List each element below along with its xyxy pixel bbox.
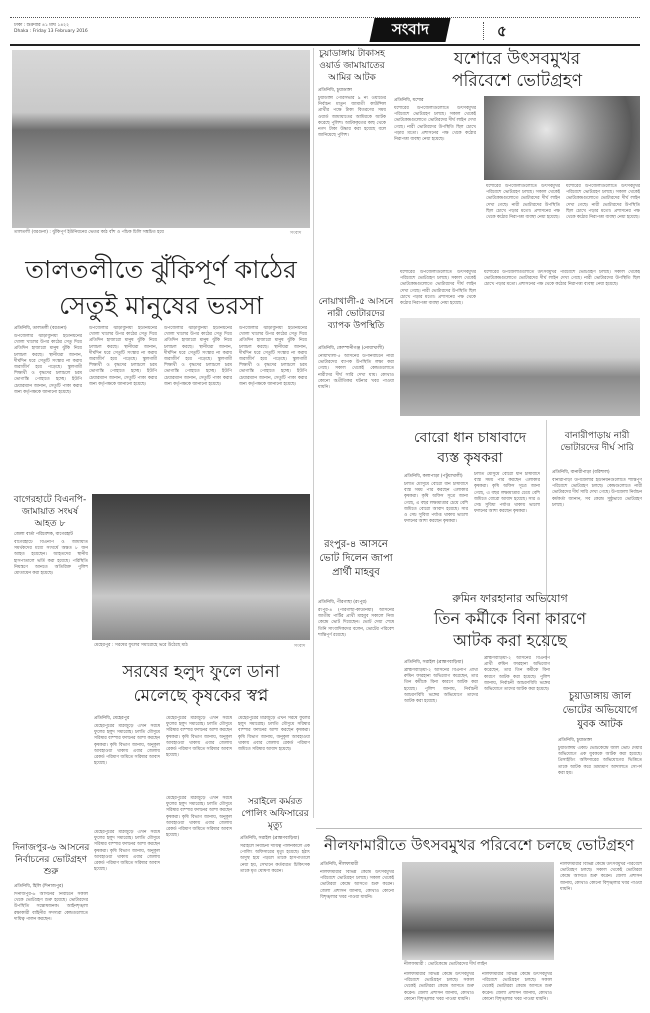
chuadanga-arrest-body: চুয়াডাঙ্গা পৌরসভার ৯ নং ওয়ার্ডের নির্বাচন মাতুন জামাতী কাউন্সিল প্রার্থীর পক্ষে টাকা বিতরণের সময় ওয়ার্ড জামায়াতের আমিরকে আটক করেছে পুলিশ। আটককৃতের কাছ থেকে নগদ টাকা উদ্ধার করা হয়েছে বলে জানিয়েছে পুলিশ। (318, 96, 386, 139)
paddy-photo (400, 318, 640, 416)
chuadanga-fake-headline: চুয়াডাঙ্গায় জাল ভোটের অভিযোগে যুবক আটক (562, 691, 638, 730)
section-rule (316, 828, 642, 829)
nilphamari-body-col4: নীলফামারীর বিভিন্ন কেন্দ্রে উৎসবমুখর পরিবেশে ভোটগ্রহণ চলছে। সকাল থেকেই ভোটাররা কেন্দ্রে আসতে শুরু করেন। জেলা প্রশাসন জানায়, কোথাও কোনো বিশৃঙ্খলার খবর পাওয়া যায়নি। (560, 862, 642, 892)
page-number-separator (483, 22, 484, 40)
noakhali-body: নোয়াখালী-৫ আসনের উপনির্বাচনে নারী ভোটারদের ব্যাপক উপস্থিতি লক্ষ্য করা গেছে। সকাল থেকেই কেন্দ্রগুলোতে নারীদের দীর্ঘ সারি দেখা যায়। কোথাও কোনো অপ্রীতিকর ঘটনার খবর পাওয়া যায়নি। (318, 354, 394, 391)
banaripara-headline: বানারীপাড়ায় নারী ভোটারদের দীর্ঘ সারি (560, 431, 634, 453)
sarail-byline: প্রতিনিধি, সরাইল (ব্রাহ্মণবাড়িয়া) (240, 836, 300, 841)
farhana-headline: তিন কর্মীকে বিনা কারণে আটক করা হয়েছে (433, 609, 587, 650)
farhana-body-col2: ব্রাহ্মণবাড়িয়া-২ আসনের বিএনপি প্রার্থী রুমিন ফারহানা অভিযোগ করেছেন, তার তিন কর্মীকে বিনা কারণে আটক করা হয়েছে। পুলিশ জানায়, নির্বাচনী আচরণবিধি ভঙ্গের অভিযোগে তাদের আটক করা হয়েছে। (484, 656, 550, 693)
page-number: ৫ (497, 22, 507, 40)
farhana-byline: প্রতিনিধি, সরাইল (ব্রাহ্মণবাড়িয়া) (404, 660, 464, 665)
rangpur-body: রংপুর-৪ (পীরগাছা-কাউনিয়া) আসনের জাতীয় পার্টির প্রার্থী মাহবুব সকালে নিজ কেন্দ্রে ভোট দিয়েছেন। ভোট দেয়া শেষে তিনি সাংবাদিকদের বলেন, ভোটের পরিবেশ শান্তিপূর্ণ রয়েছে। (318, 608, 394, 638)
jessore-body-col1: যশোরের উপজেলাগুলোতে উৎসবমুখর পরিবেশে ভোটগ্রহণ চলছে। সকাল থেকেই ভোটকেন্দ্রগুলোতে ভোটারদের দীর্ঘ লাইন দেখা গেছে। নারী ভোটারদের উপস্থিতি ছিল চোখে পড়ার মতো। প্রশাসনের পক্ষ থেকে কঠোর নিরাপত্তা ব্যবস্থা নেয়া হয়েছে। (394, 106, 476, 143)
nilphamari-photo-caption: নীলফামারী : ভোটকেন্দ্রে ভোটারদের দীর্ঘ লাইন (404, 962, 487, 967)
jessore-body-col4: যশোরের উপজেলাগুলোতে উৎসবমুখর পরিবেশে ভোটগ্রহণ চলছে। সকাল থেকেই ভোটকেন্দ্রগুলোতে ভোটারদের দীর্ঘ লাইন দেখা গেছে। নারী ভোটারদের উপস্থিতি ছিল চোখে পড়ার মতো। প্রশাসনের পক্ষ থেকে কঠোর নিরাপত্তা ব্যবস্থা নেয়া হয়েছে। (400, 270, 476, 307)
sarail-body: সরাইলে নির্বাচনী দায়িত্ব পালনকালে এক পোলিং অফিসারের মৃত্যু হয়েছে। হঠাৎ অসুস্থ হয়ে পড়লে তাকে হাসপাতালে নেয়া হয়, সেখানে কর্তব্যরত চিকিৎসক তাকে মৃত ঘোষণা করেন। (240, 844, 310, 874)
jessore-body-col5: যশোরের উপজেলাগুলোতে উৎসবমুখর পরিবেশে ভোটগ্রহণ চলছে। সকাল থেকেই ভোটকেন্দ্রগুলোতে ভোটারদের দীর্ঘ লাইন দেখা গেছে। নারী ভোটারদের উপস্থিতি ছিল চোখে পড়ার মতো। প্রশাসনের পক্ষ থেকে কঠোর নিরাপত্তা ব্যবস্থা নেয়া হয়েছে। (484, 270, 640, 288)
bridge-photo-caption: তালতলী (বরগুনা) : ঝুঁকিপূর্ণ ইউনিয়নের ভেতর কাঠ বাঁশ ও পাঁচক চিলি সঙ্কচিত হয়ে (14, 230, 164, 235)
date-bangla: ঢাকা : শুক্রবার ৪১ মাঘ ১৪২২ (14, 23, 70, 28)
mustard-photo-credit: সংবাদ (294, 644, 306, 649)
mustard-body-col1: মেহেরপুরের মাঠজুড়ে এখন সরষে ফুলের হলুদ সমারোহ। চলতি মৌসুমে সরিষার বাম্পার ফলনের আশা করছেন কৃষকরা। কৃষি বিভাগ জানায়, অনুকূল আবহাওয়া থাকায় এবার জেলায় রেকর্ড পরিমাণ জমিতে সরিষার আবাদ হয়েছে। (94, 724, 160, 767)
farhana-kicker: রুমিন ফারহানার অভিযোগ (452, 592, 568, 605)
rangpur-byline: প্রতিনিধি, পীরগাছা (রংপুর) (318, 600, 367, 605)
mustard-byline: প্রতিনিধি, মেহেরপুর (94, 716, 130, 721)
bridge-photo-credit: সংবাদ (290, 231, 302, 236)
bridge-headline: তালতলীতে ঝুঁকিপূর্ণ কাঠের সেতুই মানুষের ভরসা (25, 255, 297, 320)
bridge-byline: প্রতিনিধি, তালতলী (বরগুনা) (14, 326, 67, 331)
nilphamari-body-col3: নীলফামারীর বিভিন্ন কেন্দ্রে উৎসবমুখর পরিবেশে ভোটগ্রহণ চলছে। সকাল থেকেই ভোটাররা কেন্দ্রে আসতে শুরু করেন। জেলা প্রশাসন জানায়, কোথাও কোনো বিশৃঙ্খলার খবর পাওয়া যায়নি। (482, 972, 552, 1002)
dateline (14, 23, 88, 35)
jessore-byline: প্রতিনিধি, যশোর (394, 98, 424, 103)
mustard-headline: সরষের হলুদ ফুলে ডানা মেলেছে কৃষকের স্বপ্ন (122, 662, 280, 706)
nilphamari-body-col1: নীলফামারীর বিভিন্ন কেন্দ্রে উৎসবমুখর পরিবেশে ভোটগ্রহণ চলছে। সকাল থেকেই ভোটাররা কেন্দ্রে আসতে শুরু করেন। জেলা প্রশাসন জানায়, কোথাও কোনো বিশৃঙ্খলার খবর পাওয়া যায়নি। (320, 870, 394, 900)
nilphamari-byline: প্রতিনিধি, নীলফামারী (320, 862, 359, 867)
mustard-body-col2: মেহেরপুরের মাঠজুড়ে এখন সরষে ফুলের হলুদ সমারোহ। চলতি মৌসুমে সরিষার বাম্পার ফলনের আশা করছেন কৃষকরা। কৃষি বিভাগ জানায়, অনুকূল আবহাওয়া থাকায় এবার জেলায় রেকর্ড পরিমাণ জমিতে সরিষার আবাদ হয়েছে। (166, 716, 232, 759)
masthead-top-rule (10, 17, 640, 18)
mustard-body-col4: মেহেরপুরের মাঠজুড়ে এখন সরষে ফুলের হলুদ সমারোহ। চলতি মৌসুমে সরিষার বাম্পার ফলনের আশা করছেন কৃষকরা। কৃষি বিভাগ জানায়, অনুকূল আবহাওয়া থাকায় এবার জেলায় রেকর্ড পরিমাণ জমিতে সরিষার আবাদ হয়েছে। (166, 796, 232, 839)
farhana-body-col1: ব্রাহ্মণবাড়িয়া-২ আসনের বিএনপি প্রার্থী রুমিন ফারহানা অভিযোগ করেছেন, তার তিন কর্মীকে বিনা কারণে আটক করা হয়েছে। পুলিশ জানায়, নির্বাচনী আচরণবিধি ভঙ্গের অভিযোগে তাদের আটক করা হয়েছে। (404, 668, 478, 705)
bridge-body-col4: উপজেলার ঝাড়াবুনিয়া ইউনিয়নের খোলা খালের উপর কাঠের সেতু দিয়ে প্রতিদিন হাজারো মানুষ ঝুঁকি নিয়ে চলাচল করছে। স্থানীয়রা জানান, দীর্ঘদিন ধরে সেতুটি সংস্কার না করায় জরাজীর্ণ হয়ে পড়েছে। স্কুলগামী শিক্ষার্থী ও বৃদ্ধদের চলাচলে চরম ভোগান্তি পোহাতে হচ্ছে। ইউপি চেয়ারম্যান জানান, সেতুটি পাকা করার জন্য কর্তৃপক্ষকে জানানো হয়েছে। (239, 326, 307, 387)
bridge-body-col2: উপজেলার ঝাড়াবুনিয়া ইউনিয়নের খোলা খালের উপর কাঠের সেতু দিয়ে প্রতিদিন হাজারো মানুষ ঝুঁকি নিয়ে চলাচল করছে। স্থানীয়রা জানান, দীর্ঘদিন ধরে সেতুটি সংস্কার না করায় জরাজীর্ণ হয়ে পড়েছে। স্কুলগামী শিক্ষার্থী ও বৃদ্ধদের চলাচলে চরম ভোগান্তি পোহাতে হচ্ছে। ইউপি চেয়ারম্যান জানান, সেতুটি পাকা করার জন্য কর্তৃপক্ষকে জানানো হয়েছে। (89, 326, 157, 387)
nilphamari-headline: নীলফামারীতে উৎসবমুখর পরিবেশে চলছে ভোটগ্রহণ (323, 836, 635, 854)
nilphamari-photo (402, 862, 554, 960)
bridge-body-col1: উপজেলার ঝাড়াবুনিয়া ইউনিয়নের খোলা খালের উপর কাঠের সেতু দিয়ে প্রতিদিন হাজারো মানুষ ঝুঁকি নিয়ে চলাচল করছে। স্থানীয়রা জানান, দীর্ঘদিন ধরে সেতুটি সংস্কার না করায় জরাজীর্ণ হয়ে পড়েছে। স্কুলগামী শিক্ষার্থী ও বৃদ্ধদের চলাচলে চরম ভোগান্তি পোহাতে হচ্ছে। ইউপি চেয়ারম্যান জানান, সেতুটি পাকা করার জন্য কর্তৃপক্ষকে জানানো হয়েছে। (14, 334, 82, 395)
jessore-photo (484, 96, 640, 180)
banaripara-byline: প্রতিনিধি, বানারীপাড়া (বরিশাল) (552, 470, 610, 475)
mustard-photo-caption: মেহেরপুর : সরষের ফুলের সমারোহে ভরে উঠেছে মাঠ (94, 643, 188, 648)
column-rule (313, 48, 314, 818)
boro-body-col1: চলতি মৌসুমে বোরো ধান চাষাবাদে ব্যস্ত সময় পার করছেন এলাকার কৃষকরা। কৃষি অফিস সূত্রে জানা গেছে, এ বছর লক্ষ্যমাত্রার চেয়ে বেশি জমিতে বোরো আবাদ হয়েছে। সার ও সেচ সুবিধা পর্যাপ্ত থাকায় ভালো ফলনের আশা করছেন কৃষকরা। (404, 482, 468, 525)
chuadanga-fake-byline: প্রতিনিধি, চুয়াডাঙ্গা (558, 738, 592, 743)
boro-byline: প্রতিনিধি, কলাপাড়া (পটুয়াখালী) (404, 474, 463, 479)
nilphamari-body-col2: নীলফামারীর বিভিন্ন কেন্দ্রে উৎসবমুখর পরিবেশে ভোটগ্রহণ চলছে। সকাল থেকেই ভোটাররা কেন্দ্রে আসতে শুরু করেন। জেলা প্রশাসন জানায়, কোথাও কোনো বিশৃঙ্খলার খবর পাওয়া যায়নি। (404, 972, 474, 1002)
mustard-photo (92, 494, 310, 640)
jessore-body-col2: যশোরের উপজেলাগুলোতে উৎসবমুখর পরিবেশে ভোটগ্রহণ চলছে। সকাল থেকেই ভোটকেন্দ্রগুলোতে ভোটারদের দীর্ঘ লাইন দেখা গেছে। নারী ভোটারদের উপস্থিতি ছিল চোখে পড়ার মতো। প্রশাসনের পক্ষ থেকে কঠোর নিরাপত্তা ব্যবস্থা নেয়া হয়েছে। (486, 184, 560, 221)
chuadanga-arrest-byline: প্রতিনিধি, চুয়াডাঙ্গা (318, 88, 352, 93)
boro-headline: বোরো ধান চাষাবাদে ব্যস্ত কৃষকরা (413, 430, 527, 466)
sarail-headline: সরাইলে কর্মরত পোলিং অফিসারের মৃত্যু (241, 797, 309, 831)
banaripara-body: বানারীপাড়া উপজেলার ইউনিয়নগুলোতে শান্তিপূর্ণ পরিবেশে ভোটগ্রহণ চলছে। কেন্দ্রগুলোতে নারী ভোটারদের দীর্ঘ সারি দেখা গেছে। উপজেলা নির্বাচন কর্মকর্তা জানান, সব কেন্দ্রে সুষ্ঠুভাবে ভোটগ্রহণ চলছে। (552, 478, 642, 508)
mustard-body-col5: মেহেরপুরের মাঠজুড়ে এখন সরষে ফুলের হলুদ সমারোহ। চলতি মৌসুমে সরিষার বাম্পার ফলনের আশা করছেন কৃষকরা। কৃষি বিভাগ জানায়, অনুকূল আবহাওয়া থাকায় এবার জেলায় রেকর্ড পরিমাণ জমিতে সরিষার আবাদ হয়েছে। (94, 830, 160, 873)
chuadanga-arrest-headline: চুয়াডাঙ্গায় টাকাসহ ওয়ার্ড জামায়াতের আমির আটক (319, 49, 385, 83)
bagerhat-headline: বাগেরহাটে বিএনপি-জামায়াত সংঘর্ষ আহত ৮ (13, 495, 87, 529)
noakhali-byline: প্রতিনিধি, কোম্পানীগঞ্জ (নোয়াখালী) (318, 346, 384, 351)
dinajpur-headline: দিনাজপুর-৬ আসনের নির্বাচনের ভোটগ্রহণ শুরু (12, 843, 90, 877)
bagerhat-byline: জেলা বার্তা পরিবেশক, বাগেরহাট (14, 532, 73, 537)
bridge-photo (12, 50, 310, 228)
dinajpur-byline: প্রতিনিধি, হিলি (দিনাজপুর) (14, 884, 64, 889)
boro-body-col2: চলতি মৌসুমে বোরো ধান চাষাবাদে ব্যস্ত সময় পার করছেন এলাকার কৃষকরা। কৃষি অফিস সূত্রে জানা গেছে, এ বছর লক্ষ্যমাত্রার চেয়ে বেশি জমিতে বোরো আবাদ হয়েছে। সার ও সেচ সুবিধা পর্যাপ্ত থাকায় ভালো ফলনের আশা করছেন কৃষকরা। (474, 472, 540, 515)
jessore-body-col3: যশোরের উপজেলাগুলোতে উৎসবমুখর পরিবেশে ভোটগ্রহণ চলছে। সকাল থেকেই ভোটকেন্দ্রগুলোতে ভোটারদের দীর্ঘ লাইন দেখা গেছে। নারী ভোটারদের উপস্থিতি ছিল চোখে পড়ার মতো। প্রশাসনের পক্ষ থেকে কঠোর নিরাপত্তা ব্যবস্থা নেয়া হয়েছে। (566, 184, 640, 221)
bridge-body-col3: উপজেলার ঝাড়াবুনিয়া ইউনিয়নের খোলা খালের উপর কাঠের সেতু দিয়ে প্রতিদিন হাজারো মানুষ ঝুঁকি নিয়ে চলাচল করছে। স্থানীয়রা জানান, দীর্ঘদিন ধরে সেতুটি সংস্কার না করায় জরাজীর্ণ হয়ে পড়েছে। স্কুলগামী শিক্ষার্থী ও বৃদ্ধদের চলাচলে চরম ভোগান্তি পোহাতে হচ্ছে। ইউপি চেয়ারম্যান জানান, সেতুটি পাকা করার জন্য কর্তৃপক্ষকে জানানো হয়েছে। (164, 326, 232, 387)
mustard-body-col3: মেহেরপুরের মাঠজুড়ে এখন সরষে ফুলের হলুদ সমারোহ। চলতি মৌসুমে সরিষার বাম্পার ফলনের আশা করছেন কৃষকরা। কৃষি বিভাগ জানায়, অনুকূল আবহাওয়া থাকায় এবার জেলায় রেকর্ড পরিমাণ জমিতে সরিষার আবাদ হয়েছে। (238, 716, 310, 753)
date-english: Dhaka : Friday 13 February 2016 (14, 29, 88, 34)
masthead-rule (10, 44, 640, 46)
dinajpur-body: দিনাজপুর-৬ আসনের নির্বাচনে সকাল থেকে ভোটগ্রহণ শুরু হয়েছে। ভোটারদের উপস্থিতি সন্তোষজনক। আইনশৃঙ্খলা রক্ষাকারী বাহিনীর সদস্যরা কেন্দ্রগুলোতে দায়িত্ব পালন করছেন। (14, 892, 88, 922)
bagerhat-body: বাগেরহাটে বিএনপি ও জামায়াত সমর্থকদের মধ্যে সংঘর্ষে অন্তত ৮ জন আহত হয়েছেন। আহতদের স্থানীয় হাসপাতালে ভর্তি করা হয়েছে। পরিস্থিতি নিয়ন্ত্রণে আনতে অতিরিক্ত পুলিশ মোতায়েন করা হয়েছে। (14, 540, 88, 577)
rangpur-headline: রংপুর-৪ আসনে ভোট দিলেন জাপা প্রার্থী মাহবুব (319, 539, 393, 578)
jessore-headline: যশোরে উৎসবমুখর পরিবেশে ভোটগ্রহণ (451, 49, 583, 91)
noakhali-headline: নোয়াখালী-৫ আসনে নারী ভোটারদের ব্যাপক উপস্থিতি (318, 297, 394, 331)
chuadanga-fake-body: চুয়াডাঙ্গায় একটি ভোটকেন্দ্রে জাল ভোট দেয়ার অভিযোগে এক যুবককে আটক করা হয়েছে। প্রিসাইডিং অফিসারের অভিযোগের ভিত্তিতে তাকে আটক করে ভ্রাম্যমাণ আদালতে সোপর্দ করা হয়। (558, 746, 642, 776)
newspaper-logo: সংবাদ (369, 18, 450, 42)
